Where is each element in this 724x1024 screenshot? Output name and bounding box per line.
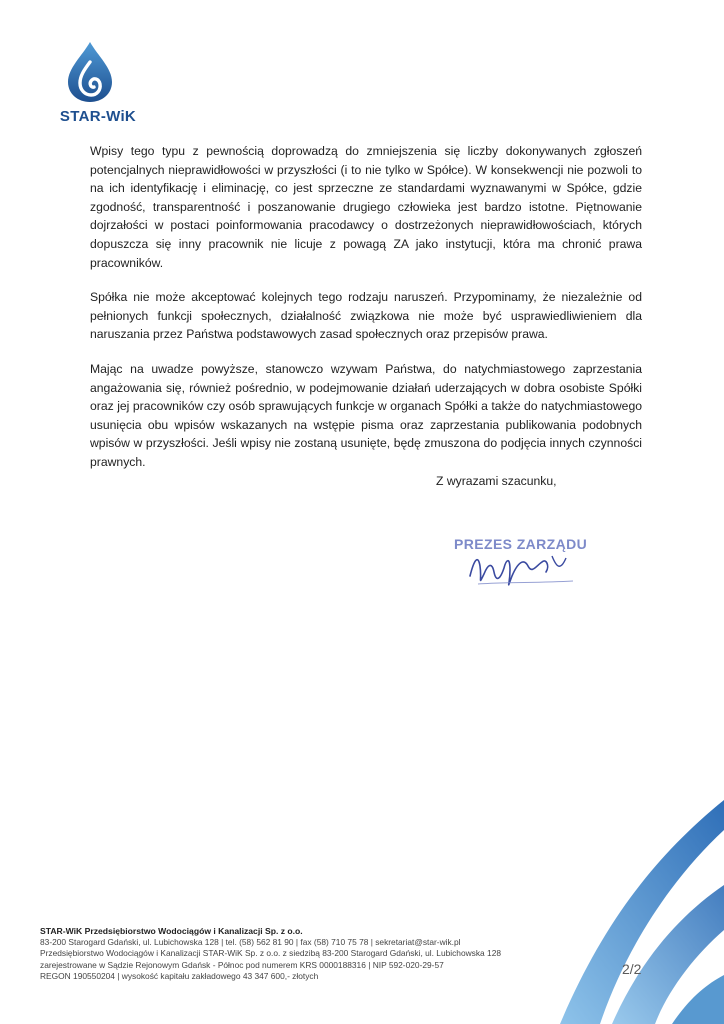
water-drop-icon (64, 40, 116, 104)
footer (40, 926, 560, 982)
footer-company: STAR-WiK Przedsiębiorstwo Wodociągów i Kanalizacji Sp. z o.o. (40, 926, 303, 936)
brand-name: STAR-WiK (59, 108, 137, 125)
paragraph-1: Wpisy tego typu z pewnością doprowadzą do zmniejszenia się liczby dokonywanych zgłoszeń potencjalnych nieprawidłowości w przyszłości (i to nie tylko w Spółce). W konsekwencji nie pozwoli to na ich identyfikację i eliminację, co jest sprzeczne ze standardami wyznawanymi w Spółce, gdzie zgodność, transparentność i poszanowanie drugiego człowieka jest bardzo istotne. Piętnowanie dojrzałości w postaci poinformowania pracodawcy o dostrzeżonych nieprawidłowościach, których dopuszcza się inny pracownik nie licuje z powagą ZA jako instytucji, która ma chronić prawa pracowników. (90, 144, 642, 270)
paragraph-3: Mając na uwadze powyższe, stanowczo wzywam Państwa, do natychmiastowego zaprzestania angażowania się, również pośrednio, w podejmowanie działań uderzających w dobra osobiste Spółki oraz jej pracowników czy osób sprawujących funkcje w organach Spółki a także do natychmiastowego usunięcia obu wpisów wskazanych na wstępie pisma oraz zaprzestania publikowania podobnych wpisów w przyszłości. Jeśli wpisy nie zostaną usunięte, będę zmuszona do podjęcia innych czynności prawnych. (90, 361, 642, 469)
footer-line: REGON 190550204 | wysokość kapitału zakładowego 43 347 600,- złotych (40, 970, 319, 981)
footer-line: Przedsiębiorstwo Wodociągów i Kanalizacji STAR-WiK Sp. z o.o. z siedzibą 83-200 Starogard Gdański, ul. Lubichowska 128 (40, 948, 502, 959)
footer-line: zarejestrowane w Sądzie Rejonowym Gdańsk - Północ pod numerem KRS 0000188316 | NIP 592-020-29-57 (40, 959, 444, 970)
handwritten-signature (448, 536, 608, 596)
page-number: 2/2 (622, 961, 642, 977)
company-logo (40, 40, 140, 130)
closing-line: Z wyrazami szacunku, (436, 474, 557, 488)
footer-line: 83-200 Starogard Gdański, ul. Lubichowska 128 | tel. (58) 562 81 90 | fax (58) 710 75 78 | sekretariat@star-wik.pl (40, 937, 461, 948)
letter-body (90, 142, 642, 488)
paragraph-2: Spółka nie może akceptować kolejnych tego rodzaju naruszeń. Przypominamy, że niezależnie od pełnionych funkcji społecznych, działalność związkowa nie może być usprawiedliwieniem dla naruszania przez Państwa podstawowych zasad społecznych oraz przepisów prawa. (90, 290, 642, 342)
signature-block (448, 536, 608, 596)
stamp-text: PREZES ZARZĄDU (454, 536, 588, 552)
